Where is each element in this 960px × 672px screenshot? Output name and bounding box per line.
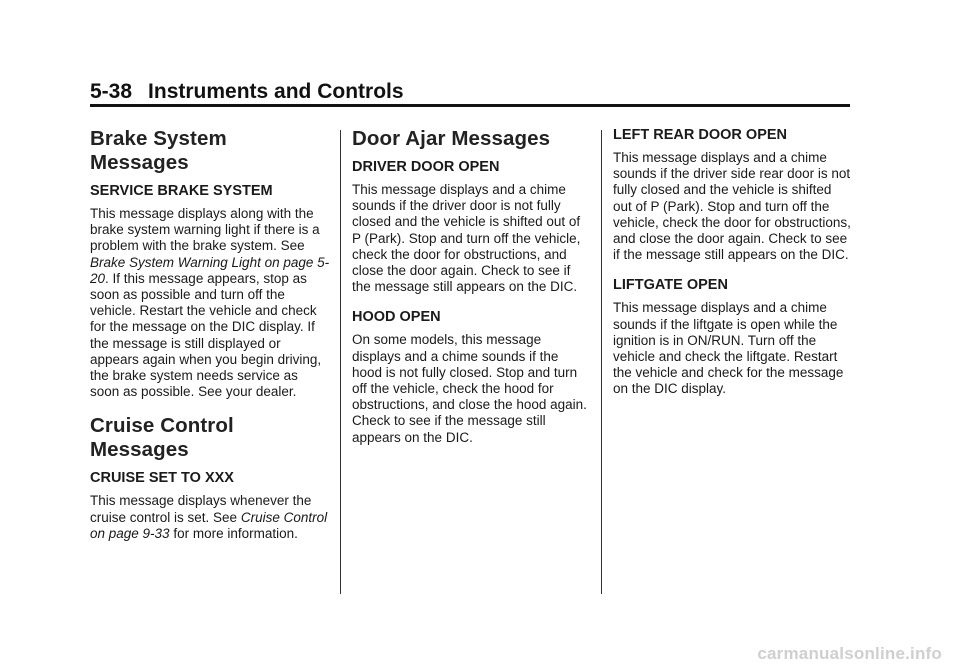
brake-paragraph [90, 206, 330, 400]
hood-open-subheading: HOOD OPEN [352, 309, 441, 326]
column-divider-2 [601, 130, 602, 594]
cruise-paragraph [90, 493, 330, 542]
hood-open-paragraph: On some models, this message displays and a chime sounds if the hood is not fully closed. Stop and turn off the vehicle, check the hood for obstructions, and close the hood again. Check to see if the message still appears on the DIC. [352, 332, 587, 445]
brake-text-a: This message displays along with the brake system warning light if there is a problem with the brake system. See [90, 206, 320, 254]
cruise-text-b: for more information. [169, 525, 298, 541]
cruise-text-a: This message displays whenever the cruise control is set. See [90, 493, 312, 525]
liftgate-open-subheading: LIFTGATE OPEN [613, 277, 728, 294]
header-rule [90, 104, 850, 107]
column-1 [90, 127, 330, 556]
column-3 [613, 127, 853, 412]
brake-warning-reference[interactable]: Brake System Warning Light on page 5-20 [90, 254, 330, 286]
liftgate-open-paragraph: This message displays and a chime sounds if the liftgate is open while the ignition is in ON/RUN. Turn off the vehicle and check the liftgate. Restart the vehicle and check for the message on the DIC display. [613, 300, 844, 397]
service-brake-subheading: SERVICE BRAKE SYSTEM [90, 183, 273, 199]
door-ajar-heading: Door Ajar Messages [352, 127, 551, 150]
cruise-control-reference[interactable]: Cruise Control on page 9-33 [90, 509, 328, 541]
driver-door-paragraph: This message displays and a chime sounds if the driver door is not fully closed and the vehicle is shifted out of P (Park). Stop and turn off the vehicle, check the door for obstructions, and close the door again. Check to see if the message still appears on the DIC. [352, 182, 581, 295]
site-watermark: carmanualsonline.info [757, 644, 942, 663]
cruise-set-subheading: CRUISE SET TO XXX [90, 470, 234, 487]
page-number: 5-38 [90, 80, 133, 103]
brake-messages-heading: Brake System Messages [90, 127, 227, 174]
left-rear-door-subheading: LEFT REAR DOOR OPEN [613, 127, 788, 143]
brake-text-b: . If this message appears, stop as soon as possible and turn off the vehicle. Restart the vehicle and check for the message on the DIC display. If the message is still displayed or appears again when you begin driving, the brake system needs service as soon as possible. See your dealer. [90, 270, 322, 400]
page-header [90, 80, 850, 106]
driver-door-subheading: DRIVER DOOR OPEN [352, 159, 500, 175]
column-2 [352, 127, 588, 460]
cruise-messages-heading: Cruise Control Messages [90, 414, 234, 462]
column-divider-1 [340, 130, 341, 594]
section-title: Instruments and Controls [148, 80, 404, 103]
left-rear-door-paragraph: This message displays and a chime sounds if the driver side rear door is not fully closed and the vehicle is shifted out of P (Park). Stop and turn off the vehicle, check the door for obstructions, and close the door again. Check to see if the message still appears on the DIC. [613, 150, 851, 263]
